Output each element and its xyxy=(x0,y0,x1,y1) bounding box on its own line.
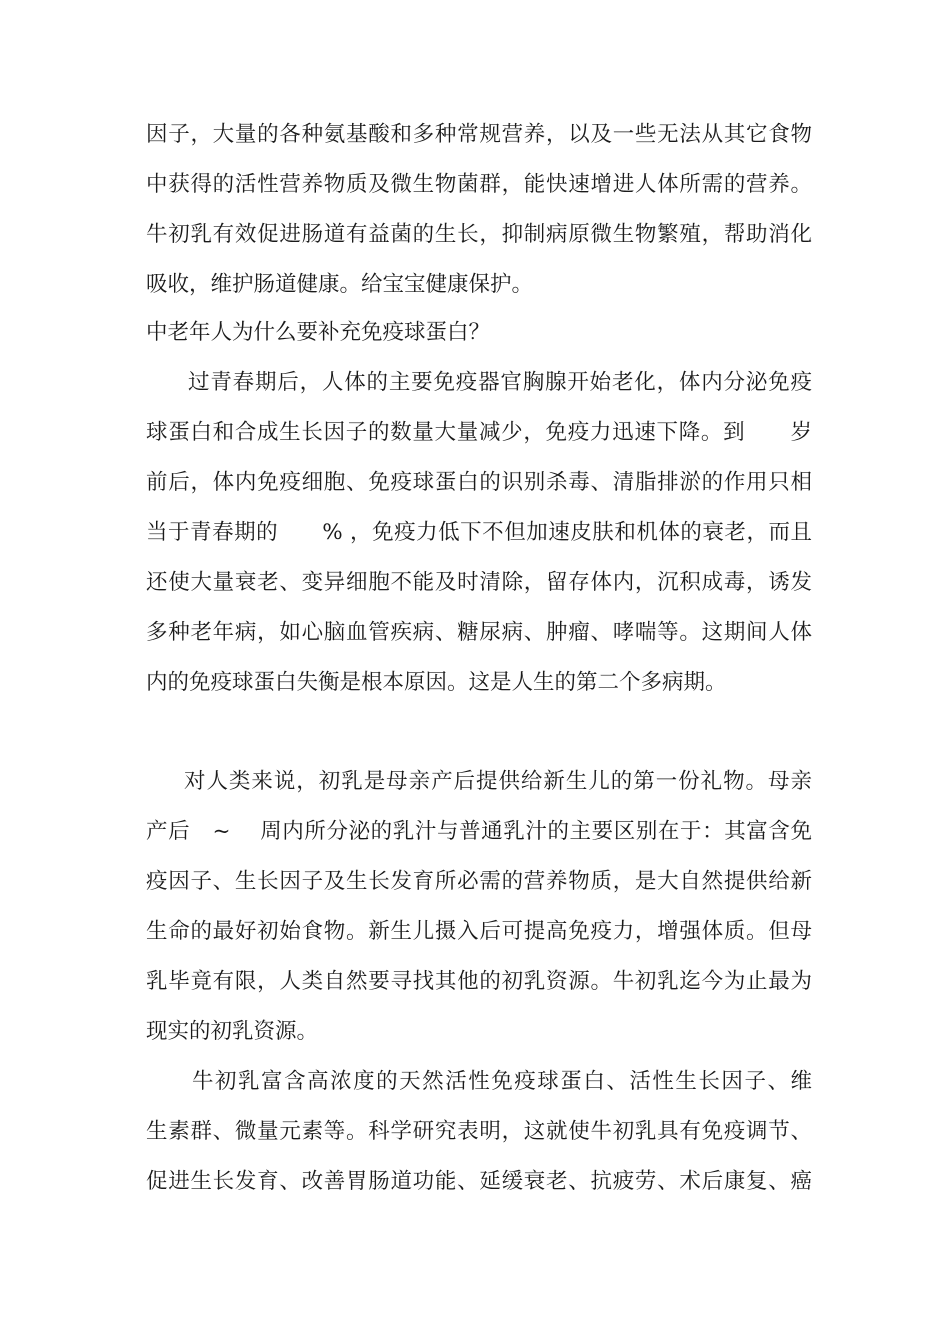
section-heading-elderly: 中老年人为什么要补充免疫球蛋白？ xyxy=(146,320,491,345)
paragraph-1-line-2: 中获得的活性营养物质及微生物菌群，能快速增进人体所需的营养。 xyxy=(146,172,812,197)
paragraph-2-line-2: 球蛋白和合成生长因子的数量大量减少，免疫力迅速下降。到 岁 xyxy=(146,420,812,445)
paragraph-3-line-2: 产后 ~ 周内所分泌的乳汁与普通乳汁的主要区别在于：其富含免 xyxy=(146,819,812,844)
paragraph-3-line-5: 乳毕竟有限，人类自然要寻找其他的初乳资源。牛初乳迄今为止最为 xyxy=(146,969,812,994)
paragraph-1-line-1: 因子，大量的各种氨基酸和多种常规营养，以及一些无法从其它食物 xyxy=(146,122,812,147)
paragraph-4-line-3: 促进生长发育、改善胃肠道功能、延缓衰老、抗疲劳、术后康复、癌 xyxy=(146,1169,812,1194)
paragraph-4-line-2: 生素群、微量元素等。科学研究表明，这就使牛初乳具有免疫调节、 xyxy=(146,1119,812,1144)
paragraph-2-line-4: 当于青春期的 % ，免疫力低下不但加速皮肤和机体的衰老，而且 xyxy=(146,520,812,545)
paragraph-3-line-6: 现实的初乳资源。 xyxy=(146,1019,319,1044)
paragraph-1-line-3: 牛初乳有效促进肠道有益菌的生长，抑制病原微生物繁殖，帮助消化 xyxy=(146,222,812,247)
paragraph-4-line-1: 牛初乳富含高浓度的天然活性免疫球蛋白、活性生长因子、维 xyxy=(192,1069,812,1094)
paragraph-2-line-6: 多种老年病，如心脑血管疾病、糖尿病、肿瘤、哮喘等。这期间人体 xyxy=(146,620,812,645)
paragraph-3-line-4: 生命的最好初始食物。新生儿摄入后可提高免疫力，增强体质。但母 xyxy=(146,919,812,944)
paragraph-1-line-4: 吸收，维护肠道健康。给宝宝健康保护。 xyxy=(146,272,534,297)
paragraph-3-line-3: 疫因子、生长因子及生长发育所必需的营养物质，是大自然提供给新 xyxy=(146,869,812,894)
paragraph-2-line-3: 前后，体内免疫细胞、免疫球蛋白的识别杀毒、清脂排淤的作用只相 xyxy=(146,470,812,495)
paragraph-2-line-1: 过青春期后，人体的主要免疫器官胸腺开始老化，体内分泌免疫 xyxy=(188,370,812,395)
paragraph-2-line-7: 内的免疫球蛋白失衡是根本原因。这是人生的第二个多病期。 xyxy=(146,670,727,695)
paragraph-3-line-1: 对人类来说，初乳是母亲产后提供给新生儿的第一份礼物。母亲 xyxy=(184,769,812,794)
paragraph-2-line-5: 还使大量衰老、变异细胞不能及时清除，留存体内，沉积成毒，诱发 xyxy=(146,570,812,595)
